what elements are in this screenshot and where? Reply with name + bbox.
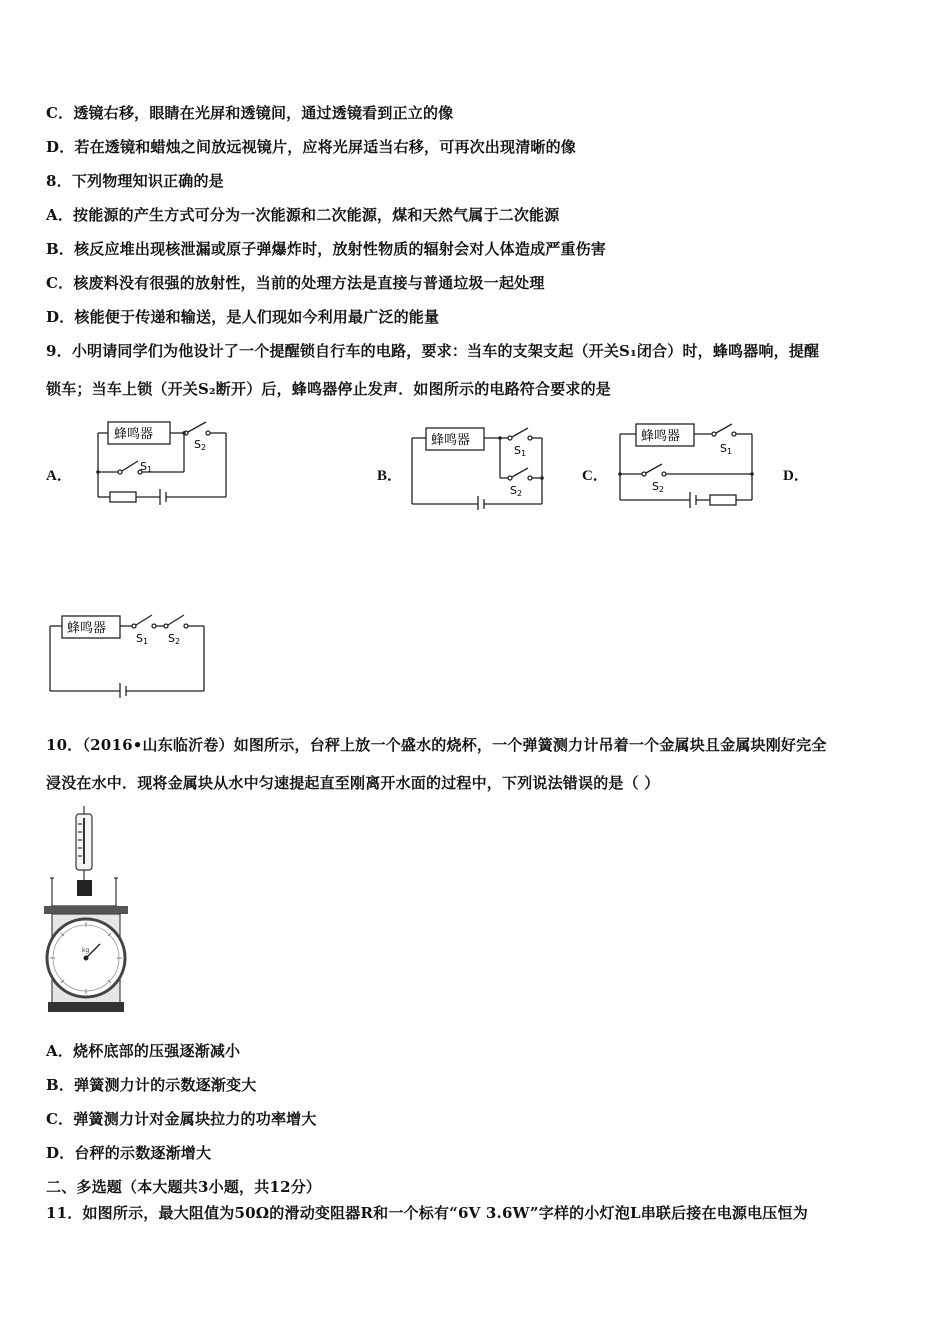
switch-s1-blade [512,428,528,437]
scale-base [48,1002,124,1012]
q8-option-d: D．核能便于传递和输送，是人们现如今利用最广泛的能量 [46,308,440,326]
q7-option-c: C．透镜右移，眼睛在光屏和透镜间，通过透镜看到正立的像 [46,104,454,122]
q9-option-b-label: B． [377,468,403,484]
q9-stem-line1: 9．小明请同学们为他设计了一个提醒锁自行车的电路，要求：当车的支架支起（开关S₁闭合）时，蜂鸣器响，提醒 [46,342,820,360]
section-2-title: 二、多选题（本大题共3小题，共12分） [46,1178,322,1196]
q7-option-d: D．若在透镜和蜡烛之间放远视镜片，应将光屏适当右移，可再次出现清晰的像 [46,138,577,156]
q8-option-b: B．核反应堆出现核泄漏或原子弹爆炸时，放射性物质的辐射会对人体造成严重伤害 [46,240,607,258]
switch-s1-blade [716,424,732,433]
circuit-b-diagram [404,418,552,510]
q9-option-c-label: C． [582,468,608,484]
s1-label: S1 [140,460,153,474]
switch-s2-blade [188,422,206,432]
q10-option-b: B．弹簧测力计的示数逐渐变大 [46,1076,257,1094]
q10-option-d: D．台秤的示数逐渐增大 [46,1144,212,1162]
switch-s2-blade [512,468,528,477]
scale-pan [44,906,128,914]
buzzer-label: 蜂鸣器 [431,433,471,448]
buzzer-label: 蜂鸣器 [114,427,154,442]
resistor [110,492,136,502]
s2-label: S2 [168,632,181,646]
q8-stem: 8．下列物理知识正确的是 [46,172,224,190]
q9-option-d-label: D． [783,468,809,484]
q11-stem-line1: 11．如图所示，最大阻值为50Ω的滑动变阻器R和一个标有“6V 3.6W”字样的小灯泡L串联后接在电源电压恒为 [46,1204,808,1222]
switch-s2-blade [646,464,662,473]
circuit-c-diagram [612,414,760,510]
circuit-d-diagram [44,606,212,698]
q8-option-a: A．按能源的产生方式可分为一次能源和二次能源，煤和天然气属于二次能源 [46,206,560,224]
s1-label: S1 [720,442,733,456]
s2-label: S2 [194,438,207,452]
buzzer-label: 蜂鸣器 [641,429,681,444]
metal-block [77,880,92,896]
switch-s2-blade [168,615,184,625]
switch-s1-blade [136,615,152,625]
q10-stem-line1: 10．（2016•山东临沂卷）如图所示，台秤上放一个盛水的烧杯，一个弹簧测力计吊着一个金属块且金属块刚好完全 [46,736,827,754]
buzzer-label: 蜂鸣器 [67,621,107,636]
switch-s1-blade [122,461,138,471]
s2-label: S2 [652,480,665,494]
s2-label: S2 [510,484,523,498]
q9-option-a-label: A． [46,468,72,484]
q10-stem-line2: 浸没在水中．现将金属块从水中匀速提起直至刚离开水面的过程中，下列说法错误的是（ ） [46,774,660,792]
q10-option-c: C．弹簧测力计对金属块拉力的功率增大 [46,1110,317,1128]
s1-label: S1 [136,632,149,646]
q10-option-a: A．烧杯底部的压强逐渐减小 [46,1042,241,1060]
q9-stem-line2: 锁车；当车上锁（开关S₂断开）后，蜂鸣器停止发声．如图所示的电路符合要求的是 [46,380,612,398]
q8-option-c: C．核废料没有很强的放射性，当前的处理方法是直接与普通垃圾一起处理 [46,274,545,292]
circuit-a-diagram [88,412,236,506]
resistor [710,495,736,505]
s1-label: S1 [514,444,527,458]
scale-unit: kg [82,947,90,954]
spring-balance-scale-figure [42,806,138,1016]
